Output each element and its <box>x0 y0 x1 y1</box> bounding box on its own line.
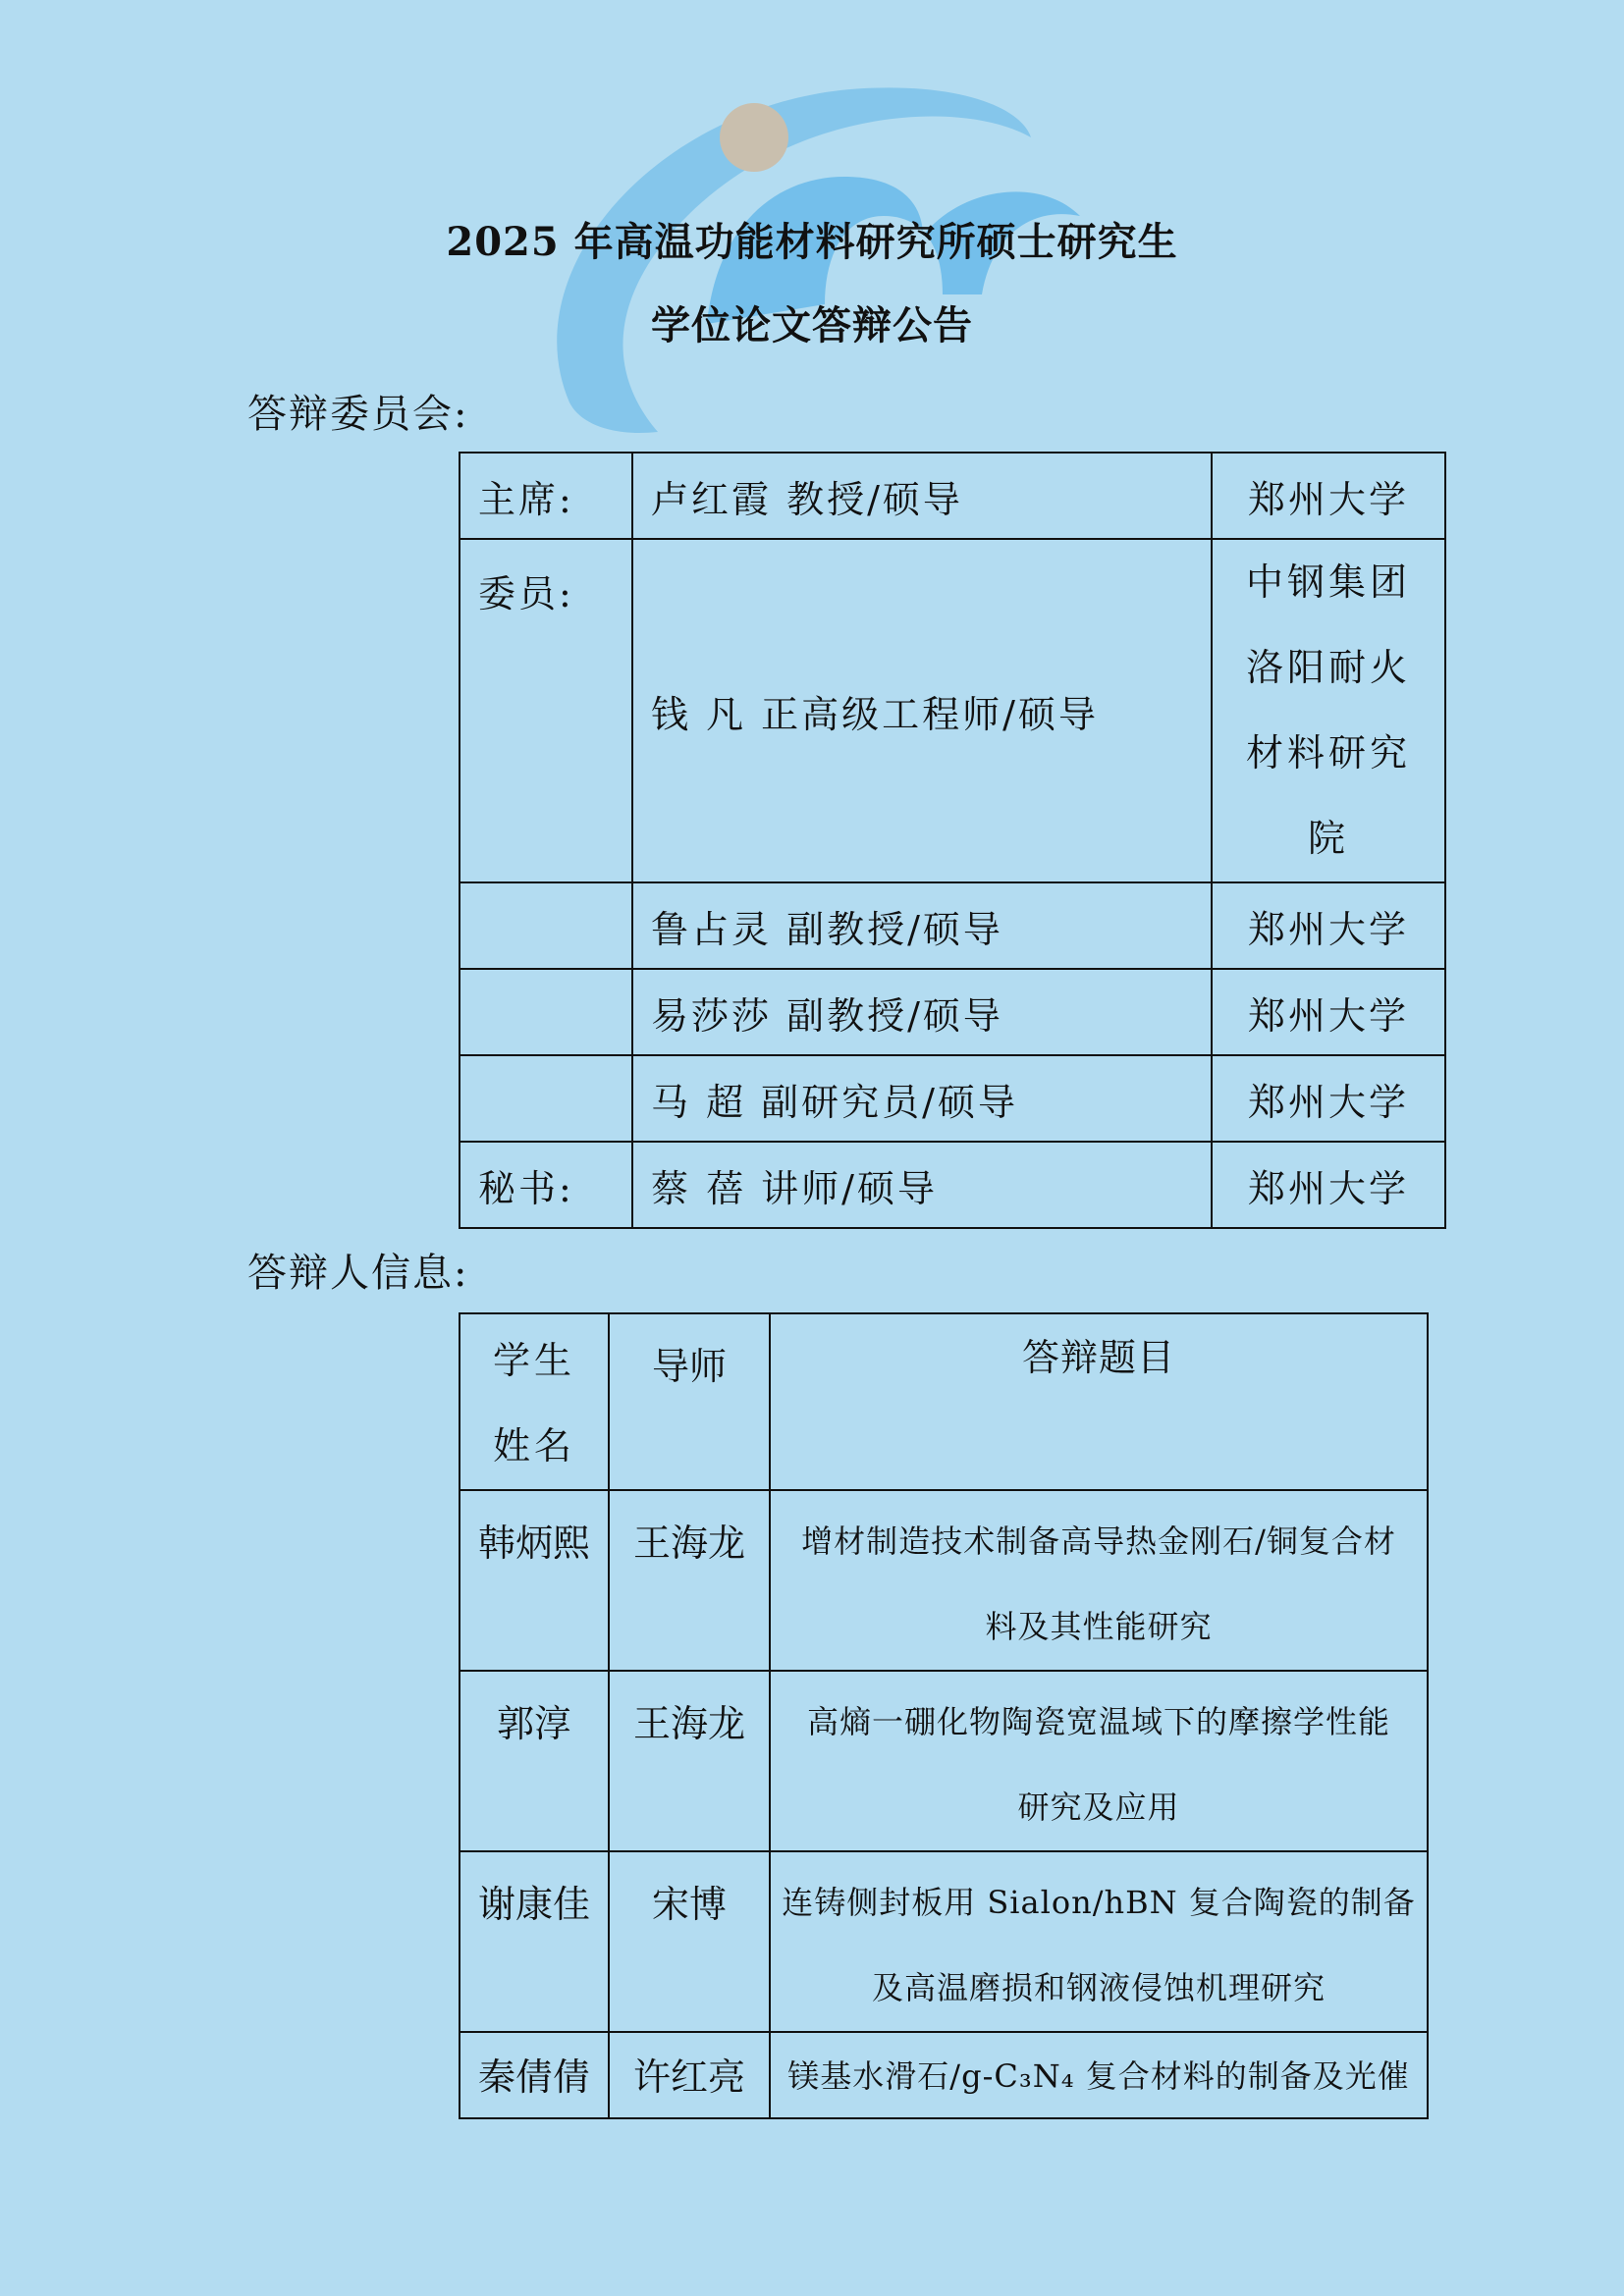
student-name: 谢康佳 <box>460 1851 609 2032</box>
committee-role: 委员: <box>460 539 632 882</box>
committee-org: 郑州大学 <box>1212 1055 1445 1142</box>
advisor-name: 王海龙 <box>609 1490 770 1671</box>
topic-line: 镁基水滑石/g-C₃N₄ 复合材料的制备及光催 <box>787 2057 1410 2095</box>
committee-org: 郑州大学 <box>1212 969 1445 1055</box>
topic-line: 及高温磨损和钢液侵蚀机理研究 <box>871 1969 1326 2006</box>
students-heading: 答辩人信息: <box>247 1251 469 1296</box>
topic-line: 增材制造技术制备高导热金刚石/铜复合材 <box>801 1522 1396 1560</box>
table-row <box>460 969 1445 1055</box>
committee-role: 秘书: <box>460 1142 632 1228</box>
thesis-topic <box>770 2032 1428 2118</box>
committee-heading: 答辩委员会: <box>247 392 469 437</box>
students-table <box>459 1312 1429 2119</box>
student-name: 韩炳熙 <box>460 1490 609 1671</box>
advisor-name: 许红亮 <box>609 2032 770 2118</box>
topic-line: 高熵一硼化物陶瓷宽温域下的摩擦学性能 <box>806 1703 1390 1740</box>
committee-org: 郑州大学 <box>1212 1142 1445 1228</box>
committee-role: 主席: <box>460 453 632 539</box>
advisor-name: 宋博 <box>609 1851 770 2032</box>
committee-role <box>460 882 632 969</box>
header-line: 学生 <box>492 1339 575 1382</box>
committee-org <box>1212 539 1445 882</box>
table-row <box>460 1851 1428 2032</box>
committee-member: 卢红霞 教授/硕导 <box>632 453 1212 539</box>
logo-dot-icon <box>720 103 788 172</box>
committee-table <box>459 452 1446 1229</box>
thesis-topic <box>770 1851 1428 2032</box>
table-row <box>460 2032 1428 2118</box>
committee-member: 鲁占灵 副教授/硕导 <box>632 882 1212 969</box>
org-line: 洛阳耐火 <box>1245 646 1411 689</box>
committee-role <box>460 1055 632 1142</box>
student-name: 郭淳 <box>460 1671 609 1851</box>
committee-org: 郑州大学 <box>1212 882 1445 969</box>
student-name: 秦倩倩 <box>460 2032 609 2118</box>
table-row <box>460 882 1445 969</box>
table-row <box>460 1490 1428 1671</box>
org-line: 院 <box>1307 817 1349 860</box>
committee-org: 郑州大学 <box>1212 453 1445 539</box>
committee-role <box>460 969 632 1055</box>
committee-member: 钱 凡 正高级工程师/硕导 <box>632 539 1212 882</box>
table-row <box>460 1055 1445 1142</box>
table-row <box>460 539 1445 882</box>
table-row <box>460 453 1445 539</box>
column-header-topic: 答辩题目 <box>770 1313 1428 1490</box>
column-header-student <box>460 1313 609 1490</box>
advisor-name: 王海龙 <box>609 1671 770 1851</box>
table-header-row <box>460 1313 1428 1490</box>
page-title: 2025 年高温功能材料研究所硕士研究生 <box>446 219 1178 265</box>
header-line: 姓名 <box>492 1424 575 1468</box>
committee-member: 马 超 副研究员/硕导 <box>632 1055 1212 1142</box>
topic-line: 研究及应用 <box>1017 1789 1180 1826</box>
committee-member: 易莎莎 副教授/硕导 <box>632 969 1212 1055</box>
org-line: 中钢集团 <box>1245 561 1411 604</box>
topic-line: 料及其性能研究 <box>985 1608 1213 1645</box>
committee-member: 蔡 蓓 讲师/硕导 <box>632 1142 1212 1228</box>
thesis-topic <box>770 1490 1428 1671</box>
column-header-advisor: 导师 <box>609 1313 770 1490</box>
topic-line: 连铸侧封板用 Sialon/hBN 复合陶瓷的制备 <box>782 1884 1416 1921</box>
org-line: 材料研究 <box>1245 731 1411 774</box>
table-row <box>460 1671 1428 1851</box>
page-subtitle: 学位论文答辩公告 <box>651 302 973 348</box>
thesis-topic <box>770 1671 1428 1851</box>
table-row <box>460 1142 1445 1228</box>
